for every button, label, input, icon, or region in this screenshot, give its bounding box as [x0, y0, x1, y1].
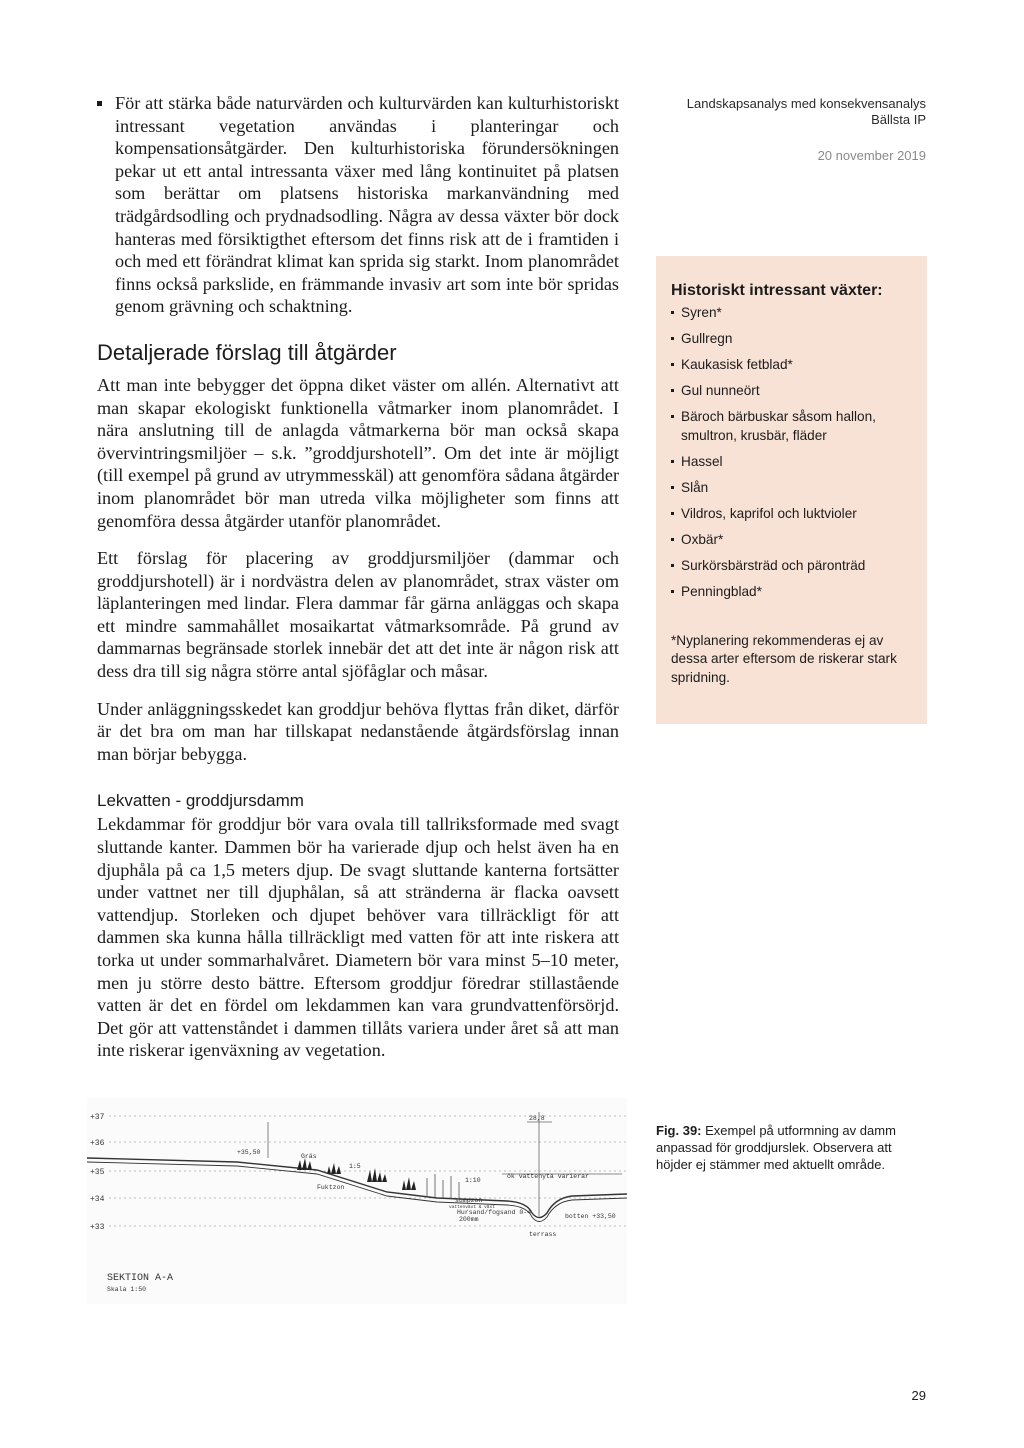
figure-label-top: 28,8 [529, 1115, 545, 1122]
bullet-square-icon [97, 101, 102, 106]
figure-label-slope2: 1:10 [465, 1177, 481, 1184]
bullet-icon [671, 363, 674, 366]
bullet-icon [671, 512, 674, 515]
paragraph-4: Lekdammar för groddjur bör vara ovala till tallriksformade med svagt sluttande kanter. Dammen bör ha varierade djup och helst även ha en djuphåla på ca 1,5 meters djup. De svagt sluttande kanterna fortsätter under vattnet ner till djuphålan, så att stränderna är flacka oavsett vattendjup. Storleken och djupet behöver vara tillräckligt för att dammen ska kunna hålla tillräckligt med vatten för att inte riskera att torka ut under sommarhalvåret. Diametern bör vara minst 5–10 meter, men ju större desto bättre. Eftersom groddjur föredrar stillastående vatten är det en fördel om lekdammen kan vara grundvattenförsörjd. Det gör att vattenståndet i dammen tillåts variera under året så att man inte riskerar igenväxning av vegetation. [97, 814, 619, 1061]
plants-list [671, 304, 913, 602]
elevation-label: +36 [90, 1139, 105, 1148]
figure-label-level: +35,50 [237, 1149, 261, 1156]
section-scale: Skala 1:50 [107, 1286, 147, 1293]
caption-label: Fig. 39: [656, 1123, 702, 1138]
section-drawing [87, 1098, 627, 1304]
list-item-text: Gullregn [681, 331, 733, 347]
elevation-label: +33 [90, 1223, 105, 1232]
figure-label-slope1: 1:5 [349, 1163, 361, 1170]
bullet-icon [671, 389, 674, 392]
list-item [671, 583, 913, 602]
list-item-text: Kaukasisk fetblad* [681, 357, 793, 373]
list-item [671, 479, 913, 498]
list-item-text: Surkörsbärsträd och päronträd [681, 558, 866, 574]
list-item-text: Gul nunneört [681, 383, 760, 399]
figure-caption [656, 1122, 916, 1173]
list-item [671, 382, 913, 401]
list-item [671, 557, 913, 576]
page-number: 29 [911, 1388, 926, 1403]
bullet-icon [671, 415, 674, 418]
pond-section-figure [87, 1098, 627, 1304]
list-item-text: Oxbär* [681, 532, 724, 548]
bullet-icon [671, 311, 674, 314]
figure-label-fuktzon: Fuktzon [317, 1184, 345, 1191]
list-item-text: Slån [681, 480, 709, 496]
elevation-axis [90, 1113, 105, 1232]
paragraph-1: Att man inte bebygger det öppna diket väster om allén. Alternativt att man skapar ekologiskt funktionella våtmarker inom planområdet. I nära anslutning till de anlagda våtmarkerna bör man också skapa övervintringsmiljöer – s.k. ”groddjurshotell”. Om det inte är möjligt (till exempel på grund av utrymmesskäl) att genomföra sådana åtgärder inom planområdet bör man utreda vilka möjligheter som finns att genomföra dessa åtgärder utanför planområdet. [97, 374, 619, 531]
caption-text: Exempel på utformning av damm anpassad för groddjurslek. Observera att höjder ej stämmer med aktuellt område. [656, 1123, 896, 1172]
sidebox-title: Historiskt intressant växter: [671, 282, 883, 299]
document-header [687, 96, 926, 128]
list-item [671, 304, 913, 323]
header-title: Landskapsanalys med konsekvensanalys [686, 96, 926, 111]
header-date: 20 november 2019 [817, 148, 926, 163]
paragraph-3: Under anläggningsskedet kan groddjur behöva flyttas från diket, därför är det bra om man har tillskapat nedanstående åtgärdsförslag innan man börjar bebygga. [97, 698, 619, 764]
figure-label-botten: botten +33,50 [565, 1213, 616, 1220]
paragraph-2: Ett förslag för placering av groddjursmiljöer (dammar och groddjurshotell) är i nordvästra delen av planområdet, strax väster om läplanteringen med lindar. Flera dammar får gärna anläggas och skapa ett mindre sammahållet mosaikartat våtmarksområde. På grund av dammarnas begränsade storlek innebär det att det inte är någon risk att dess dra till sig några större antal sjöfåglar och måsar. [97, 548, 619, 682]
bullet-icon [671, 564, 674, 567]
elevation-label: +35 [90, 1168, 105, 1177]
elevation-label: +34 [90, 1195, 105, 1204]
bullet-icon [671, 486, 674, 489]
bullet-icon [671, 337, 674, 340]
section-title: SEKTION A-A [107, 1273, 174, 1284]
bullet-icon [671, 538, 674, 541]
list-item [671, 356, 913, 375]
sub-heading: Lekvatten - groddjursdamm [97, 791, 304, 811]
section-heading: Detaljerade förslag till åtgärder [97, 339, 397, 365]
list-item-text: Bäroch bärbuskar såsom hallon, smultron, krusbär, fläder [681, 409, 876, 443]
list-item-text: Syren* [681, 305, 722, 320]
bullet-icon [671, 460, 674, 463]
figure-label-terrass: terrass [529, 1231, 557, 1238]
plants-sidebox [656, 256, 927, 724]
figure-label-varierar: ök vattenyta varierar [507, 1173, 589, 1180]
figure-label-hursand: Hursand/fogsand 0-4 [457, 1209, 532, 1216]
figure-label-depth: 200mm [459, 1216, 479, 1223]
elevation-label: +37 [90, 1113, 105, 1122]
list-item [671, 453, 913, 472]
reeds [427, 1174, 459, 1199]
sidebox-note: *Nyplanering rekommenderas ej av dessa arter eftersom de riskerar stark spridning. [671, 632, 897, 685]
main-column [97, 92, 619, 1062]
list-item-text: Vildros, kaprifol och luktvioler [681, 506, 857, 522]
bullet-paragraph [97, 92, 619, 318]
list-item-text: Penningblad* [681, 584, 762, 600]
figure-label-sumpzon-sub: vattenväxt & växt [449, 1205, 495, 1210]
list-item [671, 408, 913, 445]
bullet-icon [671, 590, 674, 593]
list-item [671, 505, 913, 524]
list-item [671, 531, 913, 550]
list-item-text: Hassel [681, 453, 723, 469]
figure-label-gras: Gräs [301, 1153, 317, 1160]
list-item [671, 330, 913, 349]
figure-label-sumpzon: sumpzon [455, 1197, 483, 1204]
bullet-paragraph-text: För att stärka både naturvärden och kulturvärden kan kulturhistoriskt intressant vegetation användas i planteringar och kompensationsåtgärder. Den kulturhistoriska förundersökningen pekar ut ett antal intressanta växer med lång kontinuitet på platsen som berättar om platsens historiska markanvändning med trädgårdsodling och prydnadsodling. Några av dessa växter bör dock hanteras med försiktigthet eftersom det finns risk att de i framtiden i och med ett förändrat klimat kan sprida sig starkt. Inom planområdet finns också parkslide, en främmande invasiv art som inte bör spridas genom grävning och schaktning. [115, 93, 619, 317]
header-subtitle: Bällsta IP [871, 112, 926, 127]
